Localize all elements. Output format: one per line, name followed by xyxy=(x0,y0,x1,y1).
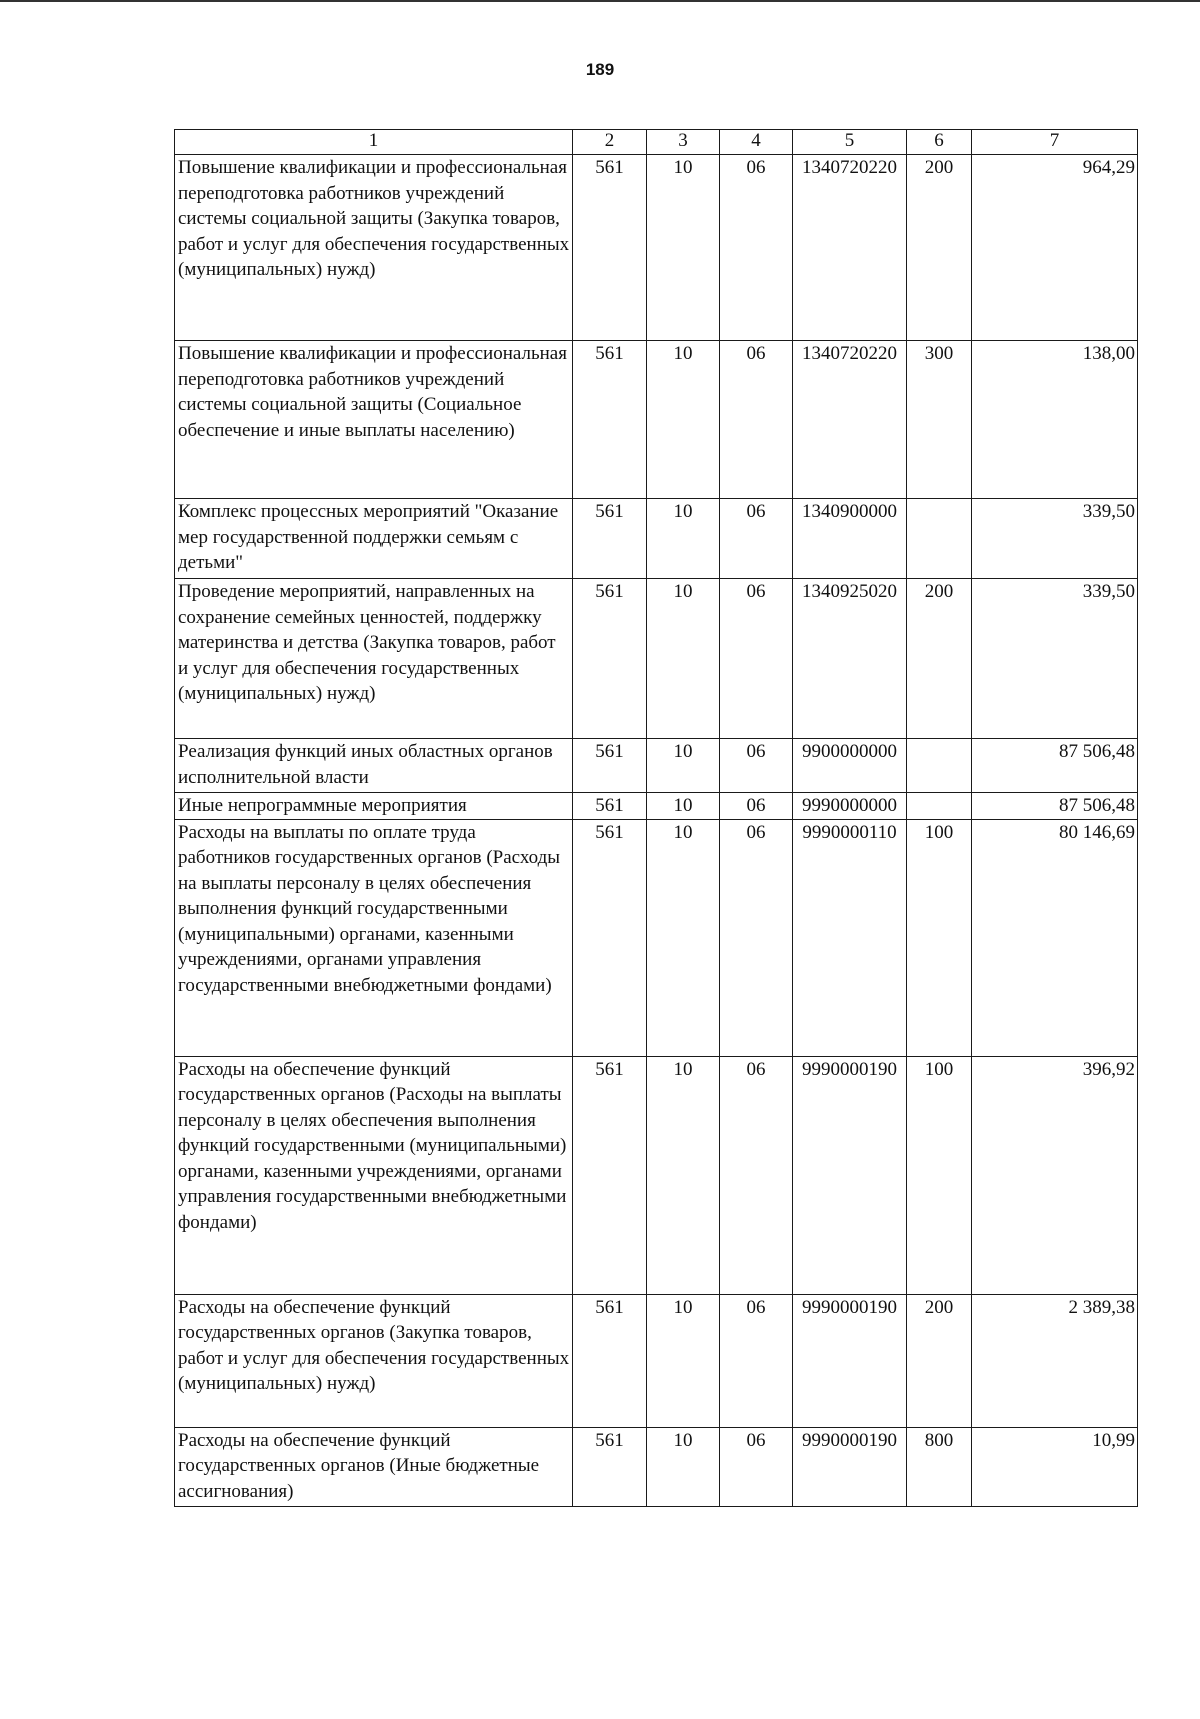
row-code-4: 06 xyxy=(720,579,793,739)
row-code-2: 561 xyxy=(573,155,647,341)
row-code-5: 1340720220 xyxy=(793,341,907,499)
row-code-4: 06 xyxy=(720,1427,793,1506)
header-col-2: 2 xyxy=(573,130,647,155)
row-code-3: 10 xyxy=(647,1056,720,1294)
row-amount: 339,50 xyxy=(972,499,1138,579)
row-name: Расходы на обеспечение функций государственных органов (Иные бюджетные ассигнования) xyxy=(175,1427,573,1506)
row-amount: 10,99 xyxy=(972,1427,1138,1506)
row-code-3: 10 xyxy=(647,1294,720,1427)
table-row xyxy=(175,819,1138,1056)
row-code-6: 300 xyxy=(907,341,972,499)
row-code-5: 9900000000 xyxy=(793,739,907,793)
header-row xyxy=(175,130,1138,155)
row-code-6: 200 xyxy=(907,155,972,341)
table-row xyxy=(175,1294,1138,1427)
row-code-4: 06 xyxy=(720,1294,793,1427)
row-name: Расходы на обеспечение функций государственных органов (Расходы на выплаты персоналу в целях обеспечения выполнения функций государственными (муниципальными) органами, казенными учреждениями, органами управления государственными внебюджетными фондами) xyxy=(175,1056,573,1294)
row-code-4: 06 xyxy=(720,1056,793,1294)
row-code-6: 100 xyxy=(907,1056,972,1294)
row-code-4: 06 xyxy=(720,155,793,341)
row-code-3: 10 xyxy=(647,1427,720,1506)
row-code-3: 10 xyxy=(647,341,720,499)
table-row xyxy=(175,1427,1138,1506)
row-code-2: 561 xyxy=(573,1427,647,1506)
row-code-2: 561 xyxy=(573,739,647,793)
row-name: Проведение мероприятий, направленных на сохранение семейных ценностей, поддержку материнства и детства (Закупка товаров, работ и услуг для обеспечения государственных (муниципальных) нужд) xyxy=(175,579,573,739)
top-rule xyxy=(0,0,1200,2)
table-row xyxy=(175,1056,1138,1294)
row-code-5: 9990000110 xyxy=(793,819,907,1056)
table-row xyxy=(175,499,1138,579)
row-code-5: 9990000000 xyxy=(793,793,907,820)
row-amount: 87 506,48 xyxy=(972,739,1138,793)
row-code-2: 561 xyxy=(573,1056,647,1294)
row-amount: 964,29 xyxy=(972,155,1138,341)
row-code-3: 10 xyxy=(647,793,720,820)
row-code-4: 06 xyxy=(720,793,793,820)
row-code-4: 06 xyxy=(720,499,793,579)
row-code-6: 200 xyxy=(907,1294,972,1427)
row-amount: 138,00 xyxy=(972,341,1138,499)
header-col-6: 6 xyxy=(907,130,972,155)
row-code-2: 561 xyxy=(573,793,647,820)
row-code-3: 10 xyxy=(647,579,720,739)
row-code-6: 100 xyxy=(907,819,972,1056)
row-code-5: 9990000190 xyxy=(793,1294,907,1427)
row-name: Расходы на выплаты по оплате труда работников государственных органов (Расходы на выплаты персоналу в целях обеспечения выполнения функций государственными (муниципальными) органами, казенными учреждениями, органами управления государственными внебюджетными фондами) xyxy=(175,819,573,1056)
row-amount: 396,92 xyxy=(972,1056,1138,1294)
table-row xyxy=(175,739,1138,793)
row-code-5: 1340925020 xyxy=(793,579,907,739)
row-code-6 xyxy=(907,499,972,579)
row-name: Повышение квалификации и профессиональная переподготовка работников учреждений системы социальной защиты (Социальное обеспечение и иные выплаты населению) xyxy=(175,341,573,499)
row-code-2: 561 xyxy=(573,1294,647,1427)
row-code-5: 1340900000 xyxy=(793,499,907,579)
row-code-3: 10 xyxy=(647,499,720,579)
row-code-2: 561 xyxy=(573,499,647,579)
header-col-7: 7 xyxy=(972,130,1138,155)
row-code-6 xyxy=(907,739,972,793)
row-code-5: 9990000190 xyxy=(793,1056,907,1294)
table-row xyxy=(175,155,1138,341)
row-code-4: 06 xyxy=(720,341,793,499)
row-code-4: 06 xyxy=(720,819,793,1056)
row-code-2: 561 xyxy=(573,579,647,739)
row-code-5: 1340720220 xyxy=(793,155,907,341)
page-number: 189 xyxy=(585,60,615,79)
row-code-4: 06 xyxy=(720,739,793,793)
row-code-6: 200 xyxy=(907,579,972,739)
row-amount: 2 389,38 xyxy=(972,1294,1138,1427)
row-code-3: 10 xyxy=(647,155,720,341)
row-code-6: 800 xyxy=(907,1427,972,1506)
row-name: Повышение квалификации и профессиональная переподготовка работников учреждений системы социальной защиты (Закупка товаров, работ и услуг для обеспечения государственных (муниципальных) нужд) xyxy=(175,155,573,341)
budget-table xyxy=(174,129,1138,1507)
row-amount: 87 506,48 xyxy=(972,793,1138,820)
row-code-3: 10 xyxy=(647,739,720,793)
row-name: Иные непрограммные мероприятия xyxy=(175,793,573,820)
row-code-6 xyxy=(907,793,972,820)
header-col-3: 3 xyxy=(647,130,720,155)
header-col-4: 4 xyxy=(720,130,793,155)
row-code-2: 561 xyxy=(573,341,647,499)
table-row xyxy=(175,579,1138,739)
header-col-5: 5 xyxy=(793,130,907,155)
table-row xyxy=(175,793,1138,820)
row-amount: 339,50 xyxy=(972,579,1138,739)
row-code-2: 561 xyxy=(573,819,647,1056)
row-code-5: 9990000190 xyxy=(793,1427,907,1506)
header-col-1: 1 xyxy=(175,130,573,155)
row-code-3: 10 xyxy=(647,819,720,1056)
row-amount: 80 146,69 xyxy=(972,819,1138,1056)
row-name: Реализация функций иных областных органов исполнительной власти xyxy=(175,739,573,793)
row-name: Комплекс процессных мероприятий "Оказание мер государственной поддержки семьям с детьми" xyxy=(175,499,573,579)
table-row xyxy=(175,341,1138,499)
row-name: Расходы на обеспечение функций государственных органов (Закупка товаров, работ и услуг для обеспечения государственных (муниципальных) нужд) xyxy=(175,1294,573,1427)
